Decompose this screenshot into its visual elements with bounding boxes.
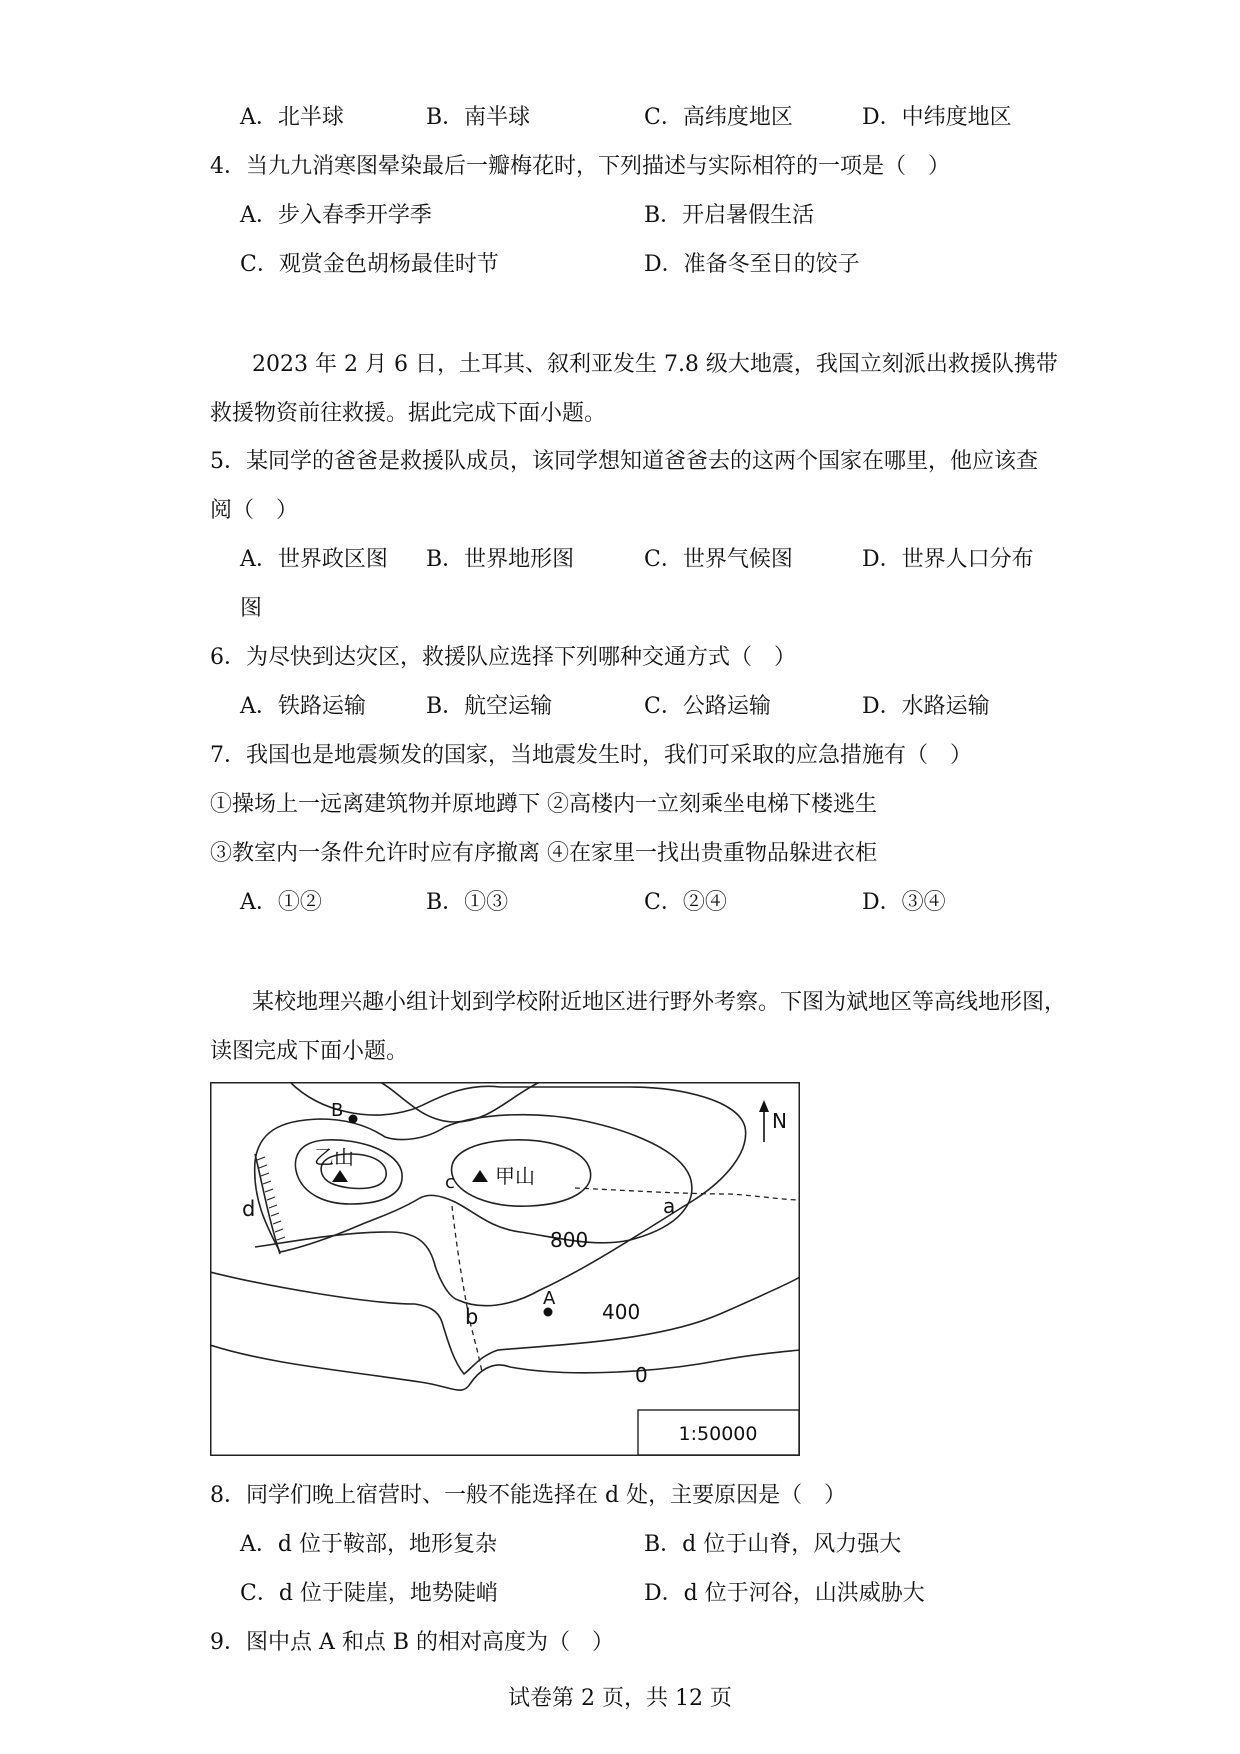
q3-option-c: C．高纬度地区	[644, 105, 793, 130]
label-0: 0	[635, 1363, 648, 1387]
q7-stem: 7．我国也是地震频发的国家，当地震发生时，我们可采取的应急措施有（ ）	[210, 743, 972, 768]
q4-option-b: B．开启暑假生活	[644, 203, 815, 228]
point-b-dot	[349, 1115, 358, 1124]
contour-line-0	[210, 1345, 800, 1390]
label-a-lower: a	[663, 1194, 676, 1218]
label-d: d	[242, 1197, 256, 1221]
contour-map	[210, 1082, 800, 1456]
dashed-ridge-a	[575, 1188, 800, 1200]
q8-option-c: C．d 位于陡崖，地势陡峭	[240, 1581, 498, 1606]
q4-stem: 4．当九九消寒图晕染最后一瓣梅花时，下列描述与实际相符的一项是（ ）	[210, 154, 950, 179]
contour-line-400	[210, 1272, 800, 1374]
contour-upper	[380, 1082, 540, 1122]
q5-option-a: A．世界政区图	[240, 547, 388, 572]
q3-option-a: A．北半球	[240, 105, 344, 130]
q5-option-c: C．世界气候图	[644, 547, 793, 572]
label-north: N	[772, 1109, 787, 1133]
label-c: c	[445, 1172, 455, 1193]
q8-stem: 8．同学们晚上宿营时、一般不能选择在 d 处，主要原因是（ ）	[210, 1483, 847, 1508]
label-b: B	[331, 1100, 344, 1121]
q3-option-b: B．南半球	[426, 105, 531, 130]
q6-option-d: D．水路运输	[862, 694, 990, 719]
q5-option-d: D．世界人口分布	[862, 547, 1034, 572]
q5-stem-line1: 5．某同学的爸爸是救援队成员，该同学想知道爸爸去的这两个国家在哪里，他应该查	[210, 449, 1038, 474]
scale-text: 1:50000	[678, 1423, 758, 1445]
label-a-upper: A	[543, 1288, 556, 1309]
label-jiashan: 甲山	[495, 1164, 535, 1188]
q6-option-c: C．公路运输	[644, 694, 771, 719]
q8-option-d: D．d 位于河谷，山洪威胁大	[644, 1581, 925, 1606]
dashed-valley-b	[452, 1206, 482, 1372]
label-800: 800	[550, 1228, 589, 1252]
q7-option-b: B．①③	[426, 890, 509, 915]
label-400: 400	[602, 1300, 641, 1324]
intro2-line2: 读图完成下面小题。	[210, 1039, 409, 1064]
jiashan-peak-icon	[472, 1170, 488, 1182]
q8-option-a: A．d 位于鞍部，地形复杂	[240, 1532, 497, 1557]
q6-stem: 6．为尽快到达灾区，救援队应选择下列哪种交通方式（ ）	[210, 645, 796, 670]
q7-items-line2: ③教室内一条件允许时应有序撤离 ④在家里一找出贵重物品躲进衣柜	[210, 841, 877, 866]
q7-option-d: D．③④	[862, 890, 946, 915]
q7-option-a: A．①②	[240, 890, 322, 915]
q9-stem: 9．图中点 A 和点 B 的相对高度为（ ）	[210, 1630, 615, 1655]
q3-option-d: D．中纬度地区	[862, 105, 1012, 130]
q4-option-c: C．观赏金色胡杨最佳时节	[240, 252, 499, 277]
page-footer: 试卷第 2 页，共 12 页	[508, 1686, 732, 1711]
label-yishan: 乙山	[314, 1145, 354, 1169]
label-b-lower: b	[465, 1305, 479, 1329]
north-arrow-icon	[759, 1100, 769, 1142]
q6-option-a: A．铁路运输	[240, 694, 366, 719]
q4-option-a: A．步入春季开学季	[240, 203, 432, 228]
q8-option-b: B．d 位于山脊，风力强大	[644, 1532, 902, 1557]
contour-line-800	[255, 1115, 692, 1252]
yishan-peak-icon	[332, 1170, 348, 1182]
q5-option-b: B．世界地形图	[426, 547, 575, 572]
intro2-line1: 某校地理兴趣小组计划到学校附近地区进行野外考察。下图为斌地区等高线地形图，	[252, 990, 1067, 1015]
intro1-line1: 2023 年 2 月 6 日，土耳其、叙利亚发生 7.8 级大地震，我国立刻派出救援队携带	[252, 352, 1058, 377]
q7-items-line1: ①操场上一远离建筑物并原地蹲下 ②高楼内一立刻乘坐电梯下楼逃生	[210, 792, 877, 817]
intro1-line2: 救援物资前往救援。据此完成下面小题。	[210, 401, 607, 426]
q5-stem-line2: 阅（ ）	[210, 498, 299, 523]
q7-option-c: C．②④	[644, 890, 727, 915]
q4-option-d: D．准备冬至日的饺子	[644, 252, 860, 277]
cliff-ticks	[257, 1157, 285, 1240]
map-frame	[211, 1083, 800, 1456]
q6-option-b: B．航空运输	[426, 694, 553, 719]
q5-option-d-cont: 图	[240, 596, 263, 621]
